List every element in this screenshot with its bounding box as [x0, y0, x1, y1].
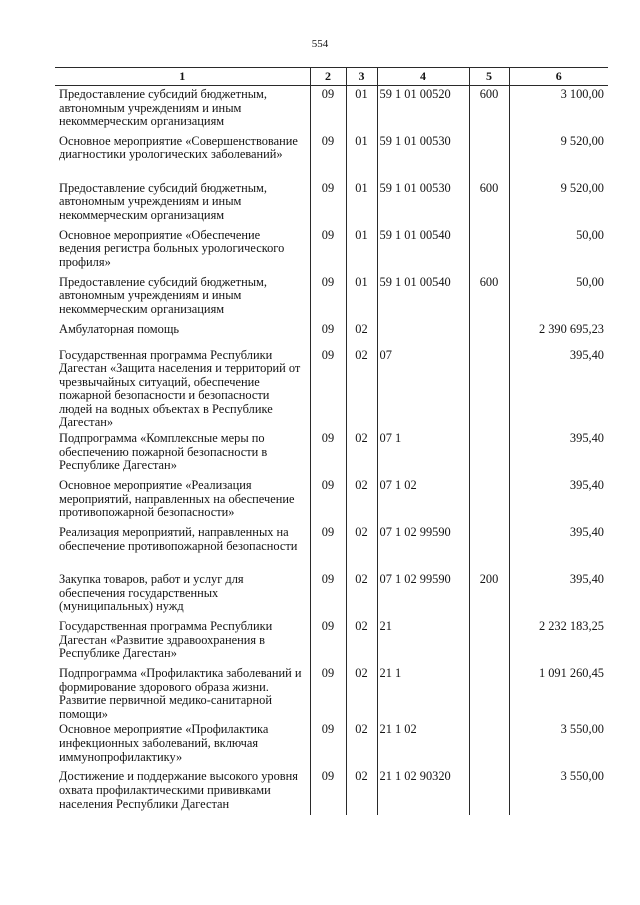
row-section: 09: [310, 571, 346, 618]
row-section: 09: [310, 86, 346, 133]
row-name: Достижение и поддержание высокого уровня охвата профилактическими прививками населения Республики Дагестан: [55, 768, 310, 815]
row-expense-type: [469, 321, 509, 347]
row-section: 09: [310, 321, 346, 347]
table-row: [55, 227, 608, 274]
row-target-code: 59 1 01 00540: [377, 227, 469, 274]
row-expense-type: [469, 665, 509, 721]
row-subsection: 02: [346, 571, 377, 618]
row-subsection: 01: [346, 180, 377, 227]
table-row: [55, 86, 608, 133]
row-subsection: 02: [346, 430, 377, 477]
row-amount: 395,40: [509, 347, 608, 431]
row-target-code: 07 1 02 99590: [377, 571, 469, 618]
row-subsection: 02: [346, 721, 377, 768]
row-expense-type: [469, 430, 509, 477]
row-section: 09: [310, 347, 346, 431]
header-col-2: 2: [310, 68, 346, 86]
row-section: 09: [310, 430, 346, 477]
row-amount: 1 091 260,45: [509, 665, 608, 721]
header-col-5: 5: [469, 68, 509, 86]
row-amount: 9 520,00: [509, 180, 608, 227]
row-subsection: 02: [346, 477, 377, 524]
row-subsection: 01: [346, 274, 377, 321]
table-row: [55, 721, 608, 768]
row-target-code: 21 1 02 90320: [377, 768, 469, 815]
row-expense-type: 600: [469, 274, 509, 321]
table-body: [55, 86, 608, 816]
row-section: 09: [310, 180, 346, 227]
row-amount: 3 100,00: [509, 86, 608, 133]
row-subsection: 02: [346, 665, 377, 721]
row-expense-type: 600: [469, 86, 509, 133]
row-target-code: 21 1 02: [377, 721, 469, 768]
row-name: Предоставление субсидий бюджетным, автономным учреждениям и иным некоммерческим организациям: [55, 274, 310, 321]
row-name: Основное мероприятие «Совершенствование диагностики урологических заболеваний»: [55, 133, 310, 180]
table-row: [55, 768, 608, 815]
row-amount: 395,40: [509, 477, 608, 524]
row-target-code: 59 1 01 00520: [377, 86, 469, 133]
table-row: [55, 665, 608, 721]
table-row: [55, 321, 608, 347]
header-col-3: 3: [346, 68, 377, 86]
row-target-code: 21 1: [377, 665, 469, 721]
row-name: Закупка товаров, работ и услуг для обеспечения государственных (муниципальных) нужд: [55, 571, 310, 618]
row-amount: 9 520,00: [509, 133, 608, 180]
row-section: 09: [310, 721, 346, 768]
row-amount: 395,40: [509, 430, 608, 477]
row-target-code: 59 1 01 00530: [377, 133, 469, 180]
header-col-1: 1: [55, 68, 310, 86]
row-amount: 3 550,00: [509, 768, 608, 815]
table-row: [55, 274, 608, 321]
row-subsection: 02: [346, 347, 377, 431]
row-subsection: 02: [346, 768, 377, 815]
row-expense-type: [469, 477, 509, 524]
row-name: Основное мероприятие «Реализация мероприятий, направленных на обеспечение противопожарной безопасности»: [55, 477, 310, 524]
table-header: [55, 68, 608, 86]
row-amount: 2 232 183,25: [509, 618, 608, 665]
row-target-code: 07: [377, 347, 469, 431]
row-expense-type: [469, 227, 509, 274]
row-subsection: 01: [346, 133, 377, 180]
row-name: Амбулаторная помощь: [55, 321, 310, 347]
row-amount: 395,40: [509, 571, 608, 618]
row-target-code: 07 1 02 99590: [377, 524, 469, 571]
table-row: [55, 524, 608, 571]
row-expense-type: 200: [469, 571, 509, 618]
row-section: 09: [310, 665, 346, 721]
row-section: 09: [310, 768, 346, 815]
row-expense-type: [469, 347, 509, 431]
row-amount: 2 390 695,23: [509, 321, 608, 347]
row-subsection: 01: [346, 227, 377, 274]
table-row: [55, 180, 608, 227]
table-row: [55, 133, 608, 180]
row-expense-type: 600: [469, 180, 509, 227]
row-amount: 50,00: [509, 227, 608, 274]
row-target-code: 59 1 01 00530: [377, 180, 469, 227]
row-section: 09: [310, 618, 346, 665]
table-row: [55, 571, 608, 618]
row-expense-type: [469, 524, 509, 571]
row-name: Реализация мероприятий, направленных на обеспечение противопожарной безопасности: [55, 524, 310, 571]
row-expense-type: [469, 133, 509, 180]
row-expense-type: [469, 721, 509, 768]
row-subsection: 02: [346, 321, 377, 347]
row-target-code: 07 1 02: [377, 477, 469, 524]
row-expense-type: [469, 618, 509, 665]
row-target-code: 07 1: [377, 430, 469, 477]
row-subsection: 02: [346, 524, 377, 571]
row-subsection: 02: [346, 618, 377, 665]
row-section: 09: [310, 524, 346, 571]
budget-table: [55, 67, 608, 815]
row-name: Подпрограмма «Профилактика заболеваний и формирование здорового образа жизни. Развитие первичной медико-санитарной помощи»: [55, 665, 310, 721]
row-section: 09: [310, 477, 346, 524]
table-row: [55, 618, 608, 665]
row-name: Основное мероприятие «Обеспечение ведения регистра больных урологического профиля»: [55, 227, 310, 274]
page-number: 554: [311, 38, 329, 50]
row-name: Подпрограмма «Комплексные меры по обеспечению пожарной безопасности в Республике Дагестан»: [55, 430, 310, 477]
table-row: [55, 477, 608, 524]
row-name: Основное мероприятие «Профилактика инфекционных заболеваний, включая иммунопрофилактику»: [55, 721, 310, 768]
row-subsection: 01: [346, 86, 377, 133]
row-name: Государственная программа Республики Дагестан «Защита населения и территорий от чрезвычайных ситуаций, обеспечение пожарной безопасности и безопасности людей на водных объектах в Республике Дагестан»: [55, 347, 310, 431]
row-target-code: 21: [377, 618, 469, 665]
row-amount: 395,40: [509, 524, 608, 571]
row-section: 09: [310, 227, 346, 274]
row-amount: 3 550,00: [509, 721, 608, 768]
row-target-code: 59 1 01 00540: [377, 274, 469, 321]
row-name: Государственная программа Республики Дагестан «Развитие здравоохранения в Республике Дагестан»: [55, 618, 310, 665]
row-section: 09: [310, 133, 346, 180]
table-row: [55, 347, 608, 431]
row-name: Предоставление субсидий бюджетным, автономным учреждениям и иным некоммерческим организациям: [55, 180, 310, 227]
row-target-code: [377, 321, 469, 347]
row-name: Предоставление субсидий бюджетным, автономным учреждениям и иным некоммерческим организациям: [55, 86, 310, 133]
table-row: [55, 430, 608, 477]
row-section: 09: [310, 274, 346, 321]
header-col-4: 4: [377, 68, 469, 86]
row-amount: 50,00: [509, 274, 608, 321]
header-col-6: 6: [509, 68, 608, 86]
row-expense-type: [469, 768, 509, 815]
